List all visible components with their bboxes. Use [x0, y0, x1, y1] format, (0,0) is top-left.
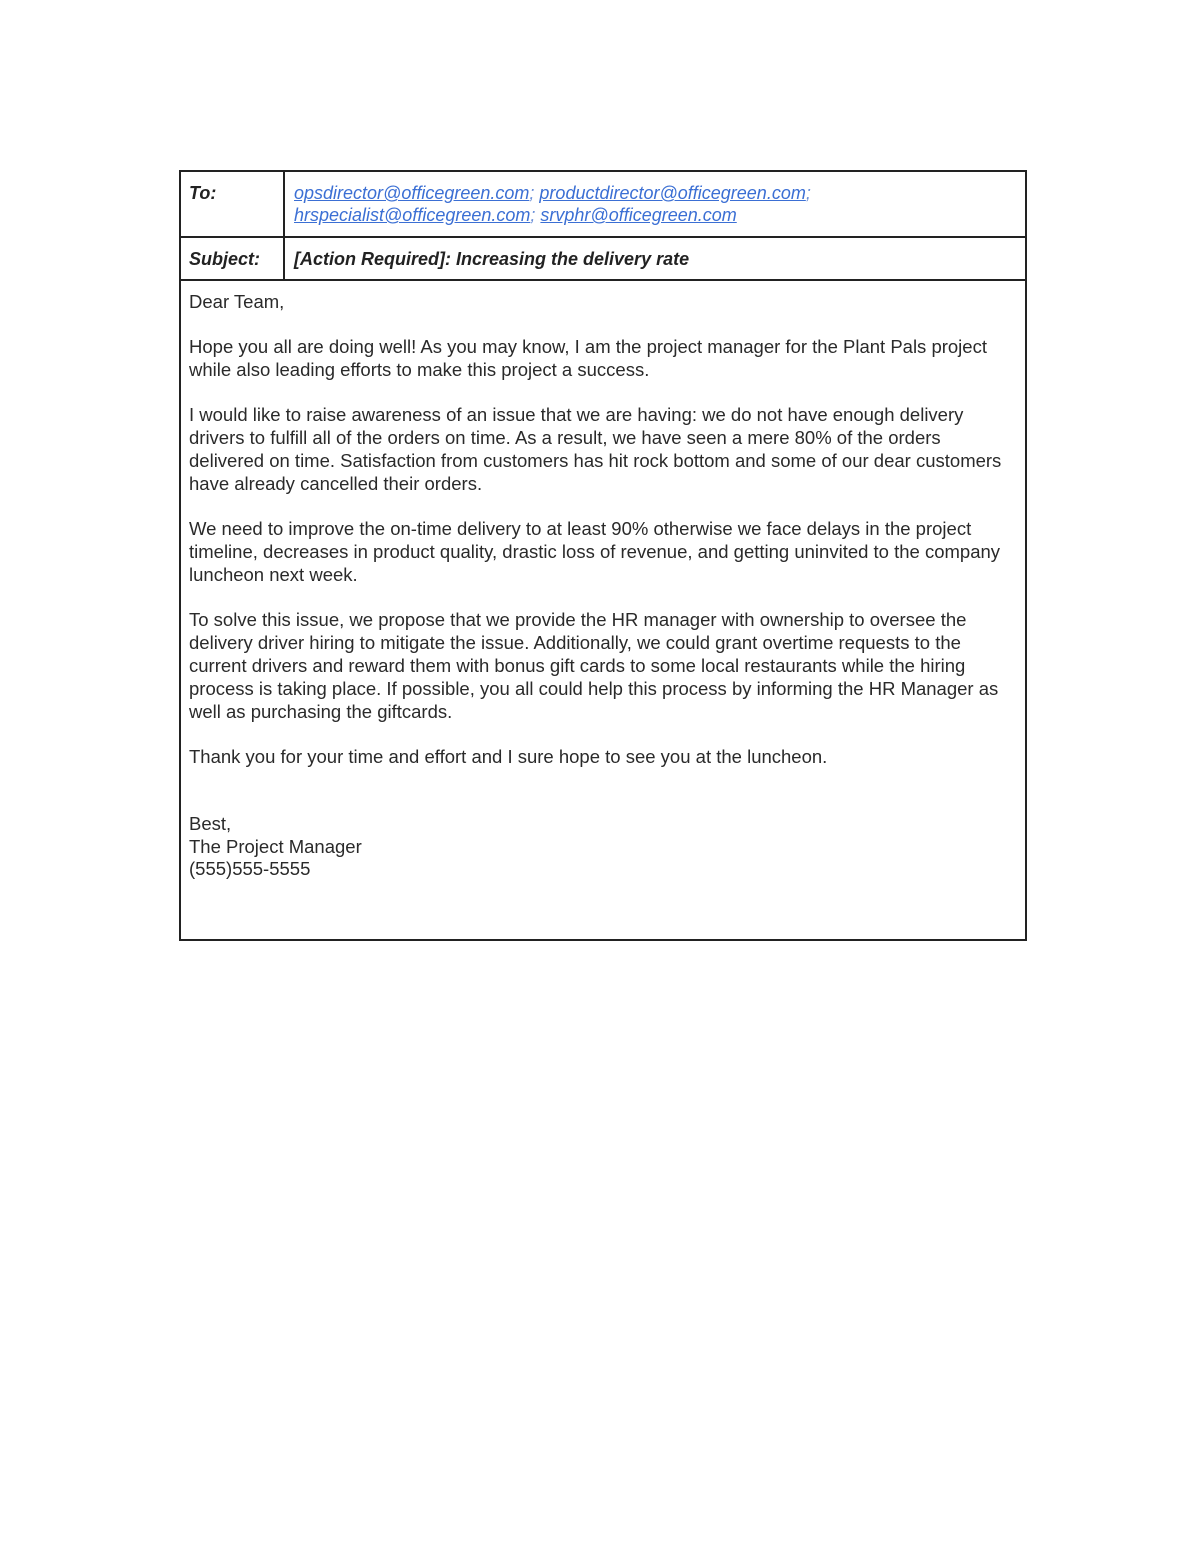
signature — [189, 813, 1015, 881]
signature-name: The Project Manager — [189, 835, 362, 857]
body-paragraph: I would like to raise awareness of an issue that we are having: we do not have enough delivery drivers to fulfill all of the orders on time. As a result, we have seen a mere 80% of the orders delivered on time. Satisfaction from customers has hit rock bottom and some of our dear customers have already cancelled their orders. — [189, 404, 1002, 494]
to-row — [181, 172, 1025, 238]
email-table — [179, 170, 1027, 941]
email-body — [181, 281, 1025, 881]
body-paragraph: To solve this issue, we propose that we provide the HR manager with ownership to oversee the delivery driver hiring to mitigate the issue. Additionally, we could grant overtime requests to the current drivers and reward them with bonus gift cards to some local restaurants while the hiring process is taking place. If possible, you all could help this process by informing the HR Manager as well as purchasing the giftcards. — [189, 609, 999, 722]
signature-phone: (555)555-5555 — [189, 858, 311, 879]
to-label: To: — [181, 172, 285, 236]
subject-text: [Action Required]: Increasing the delivery rate — [294, 249, 690, 269]
recipient-separator: ; — [529, 183, 535, 203]
recipient-link[interactable]: srvphr@officegreen.com — [540, 205, 737, 225]
recipient-link[interactable]: opsdirector@officegreen.com — [294, 183, 530, 203]
body-paragraph: Thank you for your time and effort and I sure hope to see you at the luncheon. — [189, 746, 828, 767]
signature-closing: Best, — [189, 813, 232, 834]
recipient-separator: ; — [530, 205, 536, 225]
subject-row — [181, 238, 1025, 281]
body-paragraph: Hope you all are doing well! As you may know, I am the project manager for the Plant Pals project while also leading efforts to make this project a success. — [189, 336, 987, 380]
recipient-link[interactable]: hrspecialist@officegreen.com — [294, 205, 531, 225]
recipient-link[interactable]: productdirector@officegreen.com — [539, 183, 806, 203]
body-paragraph: We need to improve the on-time delivery to at least 90% otherwise we face delays in the project timeline, decreases in product quality, drastic loss of revenue, and getting uninvited to the company luncheon next week. — [189, 518, 1001, 585]
recipient-separator: ; — [805, 183, 811, 203]
subject-label: Subject: — [181, 238, 285, 279]
recipients — [285, 172, 1025, 236]
greeting: Dear Team, — [189, 291, 285, 312]
